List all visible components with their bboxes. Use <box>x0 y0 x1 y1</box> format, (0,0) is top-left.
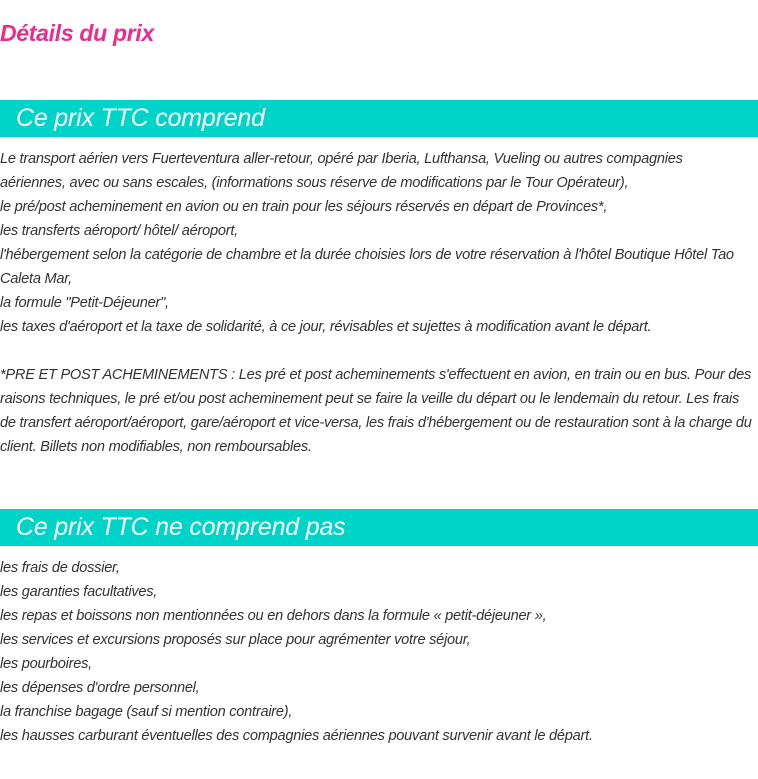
included-item: les transferts aéroport/ hôtel/ aéroport, <box>0 223 238 239</box>
included-item: les taxes d'aéroport et la taxe de solidarité, à ce jour, révisables et sujettes à modification avant le départ. <box>0 319 652 335</box>
included-item: la formule "Petit-Déjeuner", <box>0 295 169 311</box>
excluded-list <box>0 556 752 748</box>
excluded-item: les hausses carburant éventuelles des compagnies aériennes pouvant survenir avant le départ. <box>0 728 593 744</box>
included-list <box>0 147 752 459</box>
included-heading: Ce prix TTC comprend <box>16 104 265 132</box>
excluded-heading: Ce prix TTC ne comprend pas <box>16 513 346 541</box>
included-item: Le transport aérien vers Fuerteventura aller-retour, opéré par Iberia, Lufthansa, Vueling ou autres compagnies aériennes, avec ou sans escales, (informations sous réserve de modifications par le Tour Opérateur), <box>0 151 683 191</box>
excluded-item: les repas et boissons non mentionnées ou en dehors dans la formule « petit-déjeuner », <box>0 608 547 624</box>
excluded-item: les frais de dossier, <box>0 560 120 576</box>
spacer <box>0 339 752 363</box>
page-title: Détails du prix <box>0 20 154 46</box>
included-section-header <box>0 100 758 137</box>
excluded-item: les dépenses d'ordre personnel, <box>0 680 200 696</box>
included-item: l'hébergement selon la catégorie de chambre et la durée choisies lors de votre réservation à l'hôtel Boutique Hôtel Tao Caleta Mar, <box>0 247 734 287</box>
excluded-item: les services et excursions proposés sur place pour agrémenter votre séjour, <box>0 632 471 648</box>
acheminement-note: *PRE ET POST ACHEMINEMENTS : Les pré et post acheminements s'effectuent en avion, en train ou en bus. Pour des raisons techniques, le pré et/ou post acheminement peut se faire la veille du départ ou le lendemain du retour. Les frais de transfert aéroport/aéroport, gare/aéroport et vice-versa, les frais d'hébergement ou de restauration sont à la charge du client. Billets non modifiables, non remboursables. <box>0 367 752 455</box>
excluded-item: les garanties facultatives, <box>0 584 158 600</box>
included-item: le pré/post acheminement en avion ou en train pour les séjours réservés en départ de Provinces*, <box>0 199 608 215</box>
excluded-section-header <box>0 509 758 546</box>
excluded-item: la franchise bagage (sauf si mention contraire), <box>0 704 293 720</box>
excluded-item: les pourboires, <box>0 656 92 672</box>
